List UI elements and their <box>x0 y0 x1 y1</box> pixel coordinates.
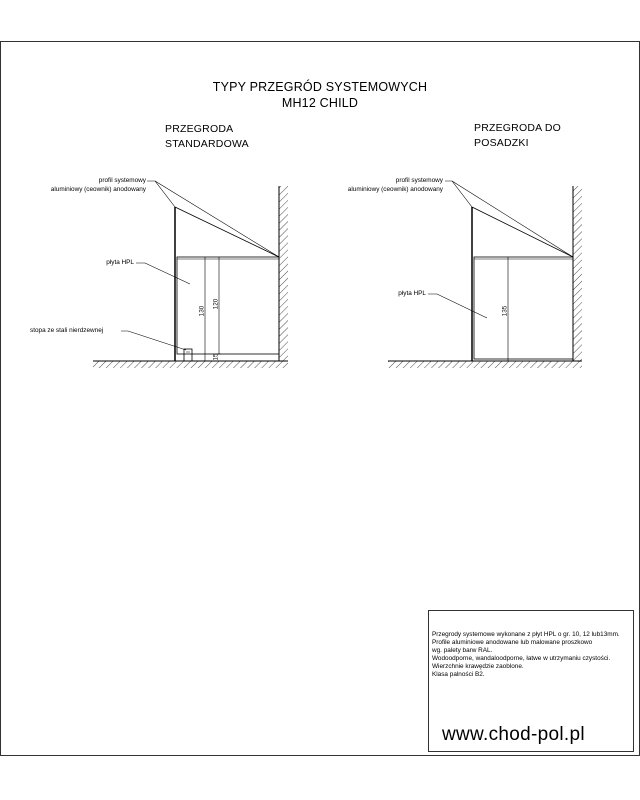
title-line-1: TYPY PRZEGRÓD SYSTEMOWYCH <box>212 80 428 94</box>
right-hpl-leader <box>428 294 487 318</box>
right-partition-detail <box>388 181 582 368</box>
note-line-1: Przegrody systemowe wykonane z płyt HPL o gr. 10, 12 lub13mm. <box>432 631 620 638</box>
note-line-6: Klasa palności B2. <box>432 671 485 678</box>
left-dim-130: 130 <box>198 305 206 317</box>
left-foot-leader <box>121 331 186 350</box>
left-partition-detail <box>93 181 288 368</box>
left-floor-hatch <box>93 361 288 368</box>
right-label-profile-line-2: aluminiowy (ceownik) anodowany <box>347 186 443 193</box>
note-line-5: Wierzchnie krawędzie zaoblone. <box>432 663 524 670</box>
title-line-2: MH12 CHILD <box>281 96 359 110</box>
right-label-hpl: płyta HPL <box>398 290 426 297</box>
right-floor-hatch <box>388 361 582 368</box>
right-label-profile-line-1: profil systemowy <box>395 177 443 184</box>
right-dim-135: 135 <box>501 305 509 317</box>
left-heading-line-1: PRZEGRODA <box>165 123 234 135</box>
left-label-profile-line-1: profil systemowy <box>98 177 146 184</box>
left-label-foot: stopa ze stali nierdzewnej <box>30 327 104 334</box>
right-hpl-panel <box>474 257 573 359</box>
right-heading-line-2: POSADZKI <box>474 137 529 149</box>
left-dim-15: 15 <box>212 353 220 361</box>
left-dim-120: 120 <box>212 298 220 310</box>
website-link[interactable]: www.chod-pol.pl <box>442 724 585 745</box>
note-line-2: Profile aluminiowe anodowane lub malowane proszkowo <box>432 639 593 646</box>
left-heading-line-2: STANDARDOWA <box>165 138 249 150</box>
left-wall-hatch <box>279 186 288 362</box>
note-line-4: Wodoodporne, wandaloodporne, łatwe w utrzymaniu czystości. <box>432 655 611 662</box>
left-steel-foot <box>184 349 192 361</box>
note-line-3: wg. palety barw RAL. <box>432 647 493 654</box>
left-hpl-leader <box>136 263 190 284</box>
left-hpl-panel <box>177 257 279 354</box>
right-wall-hatch <box>573 186 582 362</box>
right-heading-line-1: PRZEGRODA DO <box>474 122 561 134</box>
left-label-hpl: płyta HPL <box>106 259 134 266</box>
left-label-profile-line-2: aluminiowy (ceownik) anodowany <box>50 186 146 193</box>
